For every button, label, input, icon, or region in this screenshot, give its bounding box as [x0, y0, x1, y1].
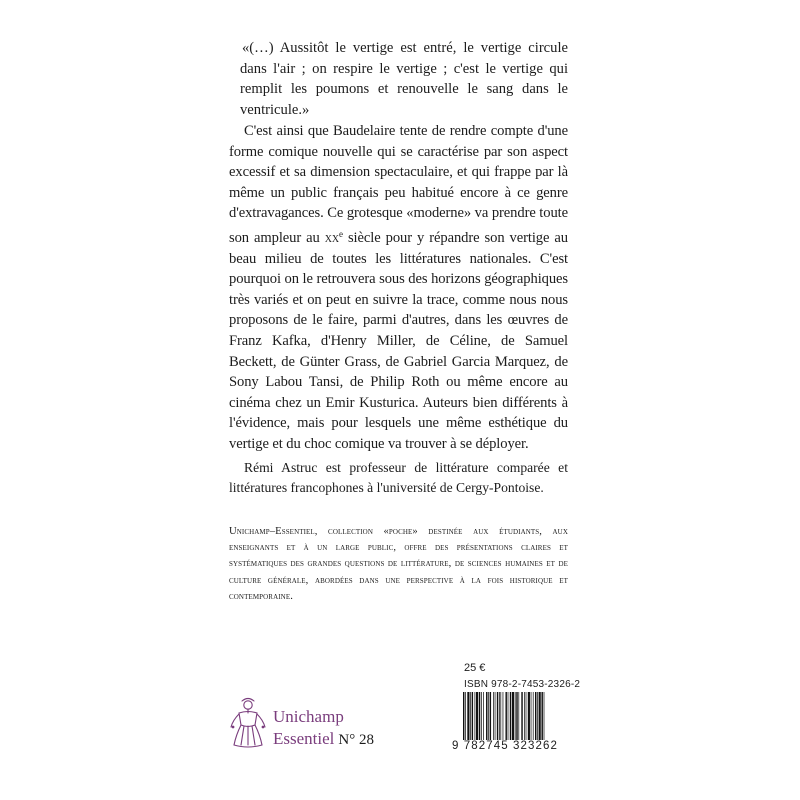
author-bio: Rémi Astruc est professeur de littérature comparée et littératures francophones à l'université de Cergy-Pontoise. [229, 460, 568, 495]
barcode-bar [503, 692, 504, 740]
barcode-bar [467, 692, 469, 740]
barcode-bar [481, 692, 482, 740]
barcode-bar [518, 692, 519, 740]
barcode-bar [476, 692, 478, 740]
barcode-bar [499, 692, 500, 740]
barcode-bar [508, 692, 509, 740]
isbn-label: ISBN 978-2-7453-2326-2 [464, 679, 581, 690]
barcode-bar [544, 692, 545, 740]
barcode-bar [488, 692, 489, 740]
barcode-bar [479, 692, 480, 740]
barcode-bar [490, 692, 491, 740]
epigraph-quote: «(…) Aussitôt le vertige est entré, le vertige circule dans l'air ; on respire le vertige ; c'est le vertige qui remplit les poumons et renouvelle le sang dans le ventricule.» [240, 40, 568, 118]
barcode-bar [512, 692, 514, 740]
barcode-bar [539, 692, 541, 740]
brand-line-unichamp: Unichamp [273, 707, 344, 726]
barcode-bar [521, 692, 522, 740]
engraved-figure-logo-icon [228, 696, 268, 748]
century-superscript: e [339, 228, 343, 239]
body-text-part1: C'est ainsi que Baudelaire tente de rendre compte d'une forme comique nouvelle qui se caractérise par son aspect excessif et sa dimension spectaculaire, et qui frappe par là même un public français peu habitué encore à ce genre d'extravagances. Ce grotesque «moderne» va prendre toute son ampleur au [229, 123, 568, 246]
barcode-bar [541, 692, 542, 740]
century-xx: xx [324, 229, 340, 246]
price-label: 25 € [464, 662, 486, 674]
barcode-bar [524, 692, 525, 740]
collection-description: Unichamp–Essentiel, collection «poche» destinée aux étudiants, aux enseignants et à un large public, offre des présentations claires et systématiques des grandes questions de littérature, de sciences humaines et de culture générale, abordées dans une perspective à la fois historique et contemporaine. [229, 526, 568, 602]
brand-essentiel-text: Essentiel [273, 729, 335, 748]
barcode-bar [497, 692, 498, 740]
barcode-bar [472, 692, 473, 740]
barcode-bar [495, 692, 496, 740]
barcode-bar [500, 692, 501, 740]
body-text-part2: siècle pour y répandre son vertige au beau milieu de toutes les littératures nationales. C'est pourquoi on le retrouvera sous des horizons géographiques très variés et on peut en suivre la trace, comme nous nous proposons de le faire, parmi d'autres, dans les œuvres de Franz Kafka, d'Henry Miller, de Céline, de Samuel Beckett, de Günter Grass, de Gabriel Garcia Marquez, de Sony Labou Tansi, de Philip Roth ou même encore au cinéma chez un Emir Kusturica. Auteurs bien différents à l'évidence, mais pour lesquels une même esthétique du vertige et du choc comique va trouver à se déployer. [229, 229, 568, 452]
barcode-bar [533, 692, 534, 740]
barcode-bar [493, 692, 494, 740]
barcode-bar [505, 692, 506, 740]
barcode-bar [531, 692, 532, 740]
barcode-bar [483, 692, 484, 740]
barcode-bar [516, 692, 517, 740]
barcode-bar [515, 692, 516, 740]
barcode-bar [486, 692, 487, 740]
barcode-bar [535, 692, 536, 740]
back-cover-text [229, 121, 568, 455]
barcode-image [462, 692, 574, 740]
century-numeral [325, 230, 343, 246]
collection-brand [273, 706, 374, 751]
brand-line-essentiel [273, 728, 374, 751]
barcode-bar [528, 692, 530, 740]
barcode-bar [526, 692, 527, 740]
barcode-bar [475, 692, 476, 740]
collection-number: N° 28 [338, 732, 374, 748]
barcode-bar [470, 692, 471, 740]
barcode-bar [465, 692, 466, 740]
barcode-bar [510, 692, 511, 740]
barcode-bar [537, 692, 538, 740]
barcode-bar [463, 692, 464, 740]
barcode-digits: 9 782745 323262 [452, 740, 559, 752]
